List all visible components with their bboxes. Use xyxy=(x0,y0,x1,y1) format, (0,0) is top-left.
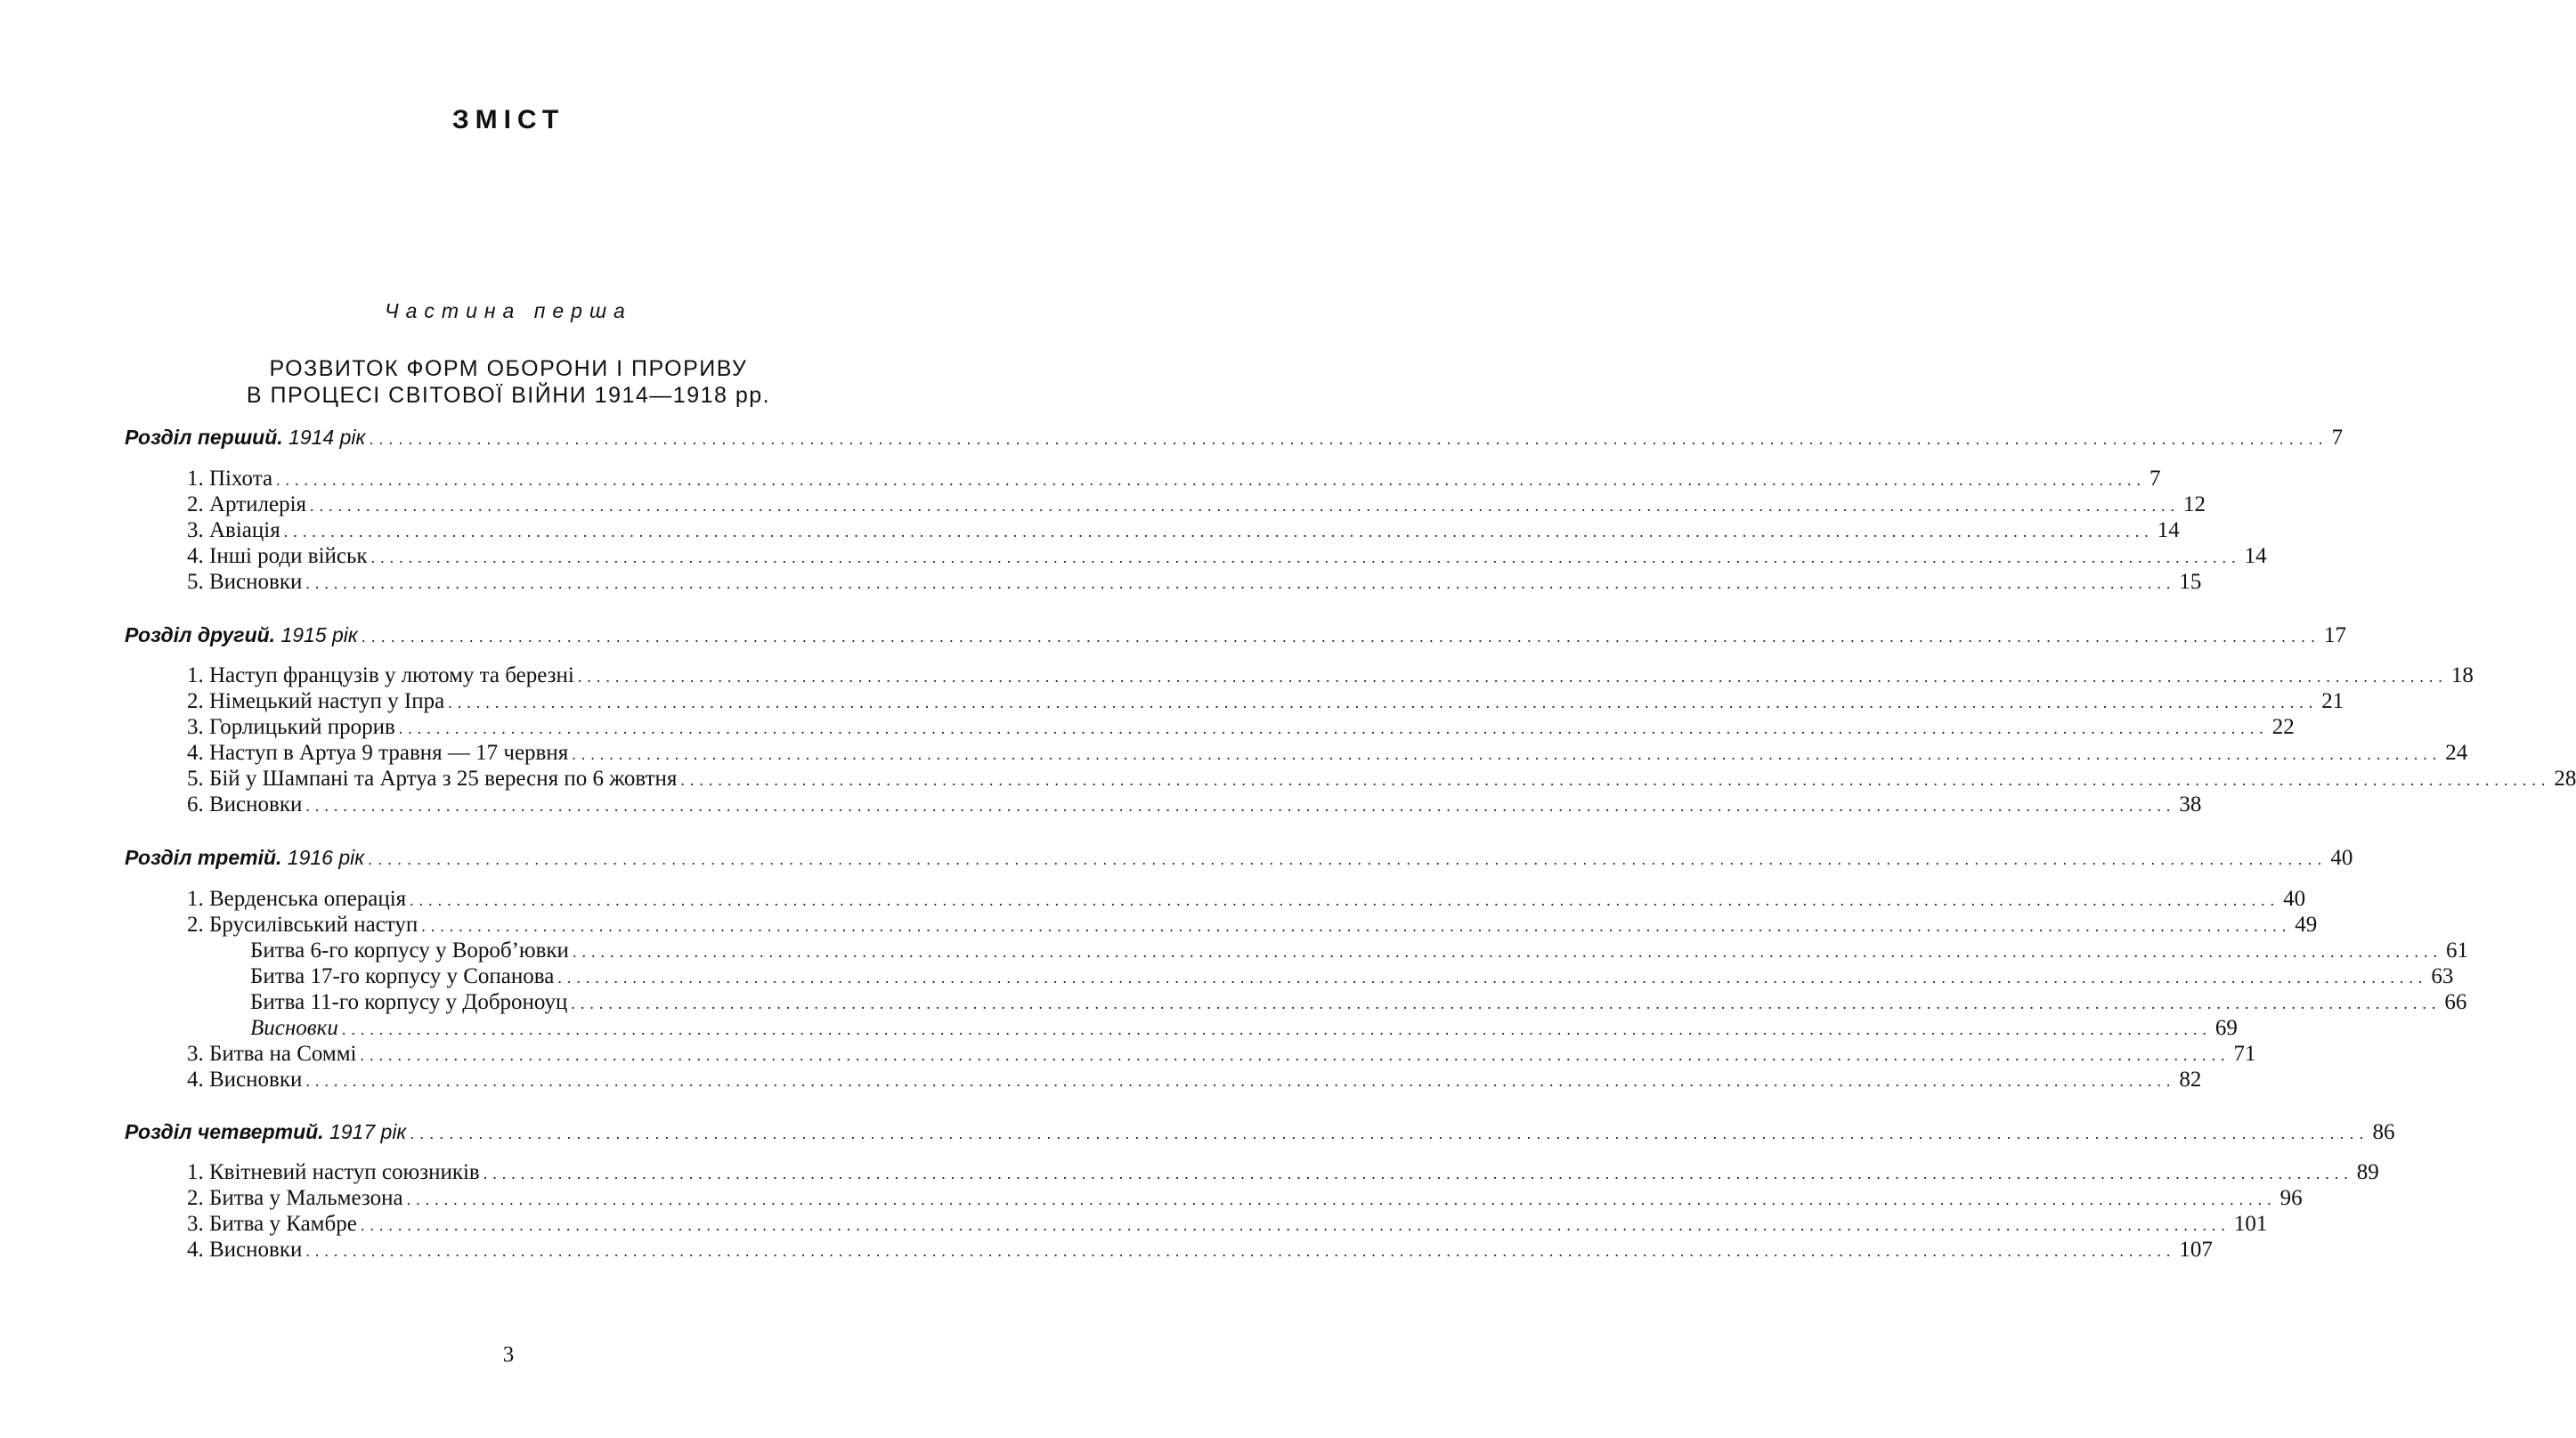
dot-leader: ........................................................................................................................................................................................................ xyxy=(360,1046,2231,1064)
toc-item-page: 24 xyxy=(2445,741,2468,765)
toc-chapter[interactable] xyxy=(125,846,2353,871)
toc-item-label: 3. Битва на Соммі xyxy=(187,1042,357,1066)
chapter-page: 40 xyxy=(2330,846,2353,870)
dot-leader: ........................................................................................................................................................................................................ xyxy=(410,1125,2369,1142)
toc-item-page: 15 xyxy=(2179,570,2202,594)
dot-leader: ........................................................................................................................................................................................................ xyxy=(572,943,2442,961)
toc-item-page: 21 xyxy=(2321,689,2344,713)
chapter-name: Розділ другий. xyxy=(125,623,276,646)
part-title-line-2: В ПРОЦЕСІ СВІТОВОЇ ВІЙНИ 1914—1918 рр. xyxy=(246,383,771,408)
part-title-line-1: РОЗВИТОК ФОРМ ОБОРОНИ І ПРОРИВУ xyxy=(269,356,748,381)
toc-item[interactable] xyxy=(187,1042,2256,1067)
toc-item[interactable] xyxy=(187,792,2202,817)
chapter-page: 7 xyxy=(2331,426,2344,450)
toc-item-page: 12 xyxy=(2183,492,2206,516)
toc-item[interactable] xyxy=(187,492,2206,517)
dot-leader: ........................................................................................................................................................................................................ xyxy=(398,719,2269,737)
chapter-page: 86 xyxy=(2372,1120,2395,1144)
toc-item[interactable] xyxy=(187,570,2202,595)
toc-item-page: 89 xyxy=(2356,1160,2379,1184)
toc-item-page: 40 xyxy=(2283,887,2306,911)
dot-leader: ........................................................................................................................................................................................................ xyxy=(341,1020,2212,1038)
toc-item-label: 5. Висновки xyxy=(187,570,303,594)
toc-item-page: 22 xyxy=(2271,715,2295,739)
toc-item[interactable] xyxy=(187,715,2295,740)
toc-chapter[interactable] xyxy=(125,623,2346,648)
dot-leader: ........................................................................................................................................................................................................ xyxy=(483,1165,2353,1182)
toc-item[interactable] xyxy=(187,767,2576,792)
dot-leader: ........................................................................................................................................................................................................ xyxy=(406,1190,2277,1208)
toc-item[interactable] xyxy=(187,1068,2202,1093)
chapter-name: Розділ третій. xyxy=(125,846,282,869)
toc-item[interactable] xyxy=(187,1238,2213,1263)
dot-leader: ........................................................................................................................................................................................................ xyxy=(305,574,2176,592)
dot-leader: ........................................................................................................................................................................................................ xyxy=(571,995,2442,1012)
toc-item-label: 5. Бій у Шампані та Артуа з 25 вересня по 6 жовтня xyxy=(187,767,678,791)
chapter-page: 17 xyxy=(2323,623,2346,647)
chapter-name: Розділ четвертий. xyxy=(125,1120,324,1143)
toc-item-label: Битва 6-го корпусу у Вороб’ювки xyxy=(250,938,569,963)
toc-item-label: 1. Наступ французів у лютому та березні xyxy=(187,663,574,687)
dot-leader: ........................................................................................................................................................................................................ xyxy=(305,797,2176,815)
toc-item-label: Висновки xyxy=(250,1016,338,1040)
dot-leader: ........................................................................................................................................................................................................ xyxy=(577,668,2448,686)
toc-item-label: 2. Битва у Мальмезона xyxy=(187,1186,403,1210)
toc-item-page: 18 xyxy=(2450,663,2474,687)
dot-leader: ........................................................................................................................................................................................................ xyxy=(361,628,2320,646)
toc-item[interactable] xyxy=(187,689,2344,714)
toc-item-page: 49 xyxy=(2295,913,2318,937)
dot-leader: ........................................................................................................................................................................................................ xyxy=(305,1242,2176,1260)
toc-item[interactable] xyxy=(187,518,2180,543)
toc-item[interactable] xyxy=(187,544,2267,569)
chapter-year: 1916 рік xyxy=(287,846,365,869)
chapter-name: Розділ перший. xyxy=(125,426,283,449)
toc-item-page: 38 xyxy=(2179,792,2202,816)
toc-item-label: 4. Висновки xyxy=(187,1238,303,1262)
toc-chapter[interactable] xyxy=(125,426,2344,451)
part-label: Частина перша xyxy=(385,299,632,322)
toc-item-page: 71 xyxy=(2233,1042,2256,1066)
toc-item-label: Битва 11-го корпусу у Доброноуц xyxy=(250,990,568,1014)
toc-item-label: 3. Авіація xyxy=(187,518,280,542)
dot-leader: ........................................................................................................................................................................................................ xyxy=(410,891,2280,909)
toc-item-page: 82 xyxy=(2179,1068,2202,1092)
dot-leader: ........................................................................................................................................................................................................ xyxy=(370,548,2241,566)
toc-item-page: 66 xyxy=(2444,990,2467,1014)
toc-item-page: 69 xyxy=(2214,1016,2238,1040)
page-title: ЗМІСТ xyxy=(451,105,565,134)
dot-leader: ........................................................................................................................................................................................................ xyxy=(283,523,2154,540)
toc-item-page: 28 xyxy=(2554,767,2576,791)
dot-leader: ........................................................................................................................................................................................................ xyxy=(369,430,2328,448)
dot-leader: ........................................................................................................................................................................................................ xyxy=(305,1072,2176,1090)
page-number: 3 xyxy=(502,1343,515,1367)
toc-subitem[interactable] xyxy=(250,1016,2238,1041)
toc-item-label: 2. Артилерія xyxy=(187,492,307,516)
toc-item[interactable] xyxy=(187,887,2306,912)
toc-subitem[interactable] xyxy=(250,938,2468,963)
toc-item-page: 101 xyxy=(2233,1212,2268,1236)
toc-item-label: 3. Битва у Камбре xyxy=(187,1212,357,1236)
chapter-year: 1917 рік xyxy=(329,1120,407,1143)
toc-item-label: 2. Німецький наступ у Іпра xyxy=(187,689,445,713)
toc-subitem[interactable] xyxy=(250,990,2467,1015)
toc-item[interactable] xyxy=(187,467,2161,492)
toc-item-label: 1. Піхота xyxy=(187,467,273,491)
dot-leader: ........................................................................................................................................................................................................ xyxy=(421,917,2292,935)
toc-item-page: 14 xyxy=(2157,518,2180,542)
chapter-year: 1914 рік xyxy=(288,426,366,449)
toc-subitem[interactable] xyxy=(250,964,2454,989)
dot-leader: ........................................................................................................................................................................................................ xyxy=(448,694,2319,711)
dot-leader: ........................................................................................................................................................................................................ xyxy=(276,471,2147,489)
toc-item-page: 14 xyxy=(2244,544,2267,568)
toc-item[interactable] xyxy=(187,1212,2268,1237)
toc-item-label: 1. Верденська операція xyxy=(187,887,407,911)
toc-item-page: 7 xyxy=(2149,467,2161,491)
toc-item-label: 2. Брусилівський наступ xyxy=(187,913,418,937)
dot-leader: ........................................................................................................................................................................................................ xyxy=(680,771,2551,789)
toc-item[interactable] xyxy=(187,741,2468,766)
toc-chapter[interactable] xyxy=(125,1120,2395,1145)
dot-leader: ........................................................................................................................................................................................................ xyxy=(360,1216,2231,1234)
toc-item-label: 1. Квітневий наступ союзників xyxy=(187,1160,480,1184)
toc-item-label: 6. Висновки xyxy=(187,792,303,816)
dot-leader: ........................................................................................................................................................................................................ xyxy=(557,969,2428,987)
toc-item-page: 107 xyxy=(2179,1238,2213,1262)
dot-leader: ........................................................................................................................................................................................................ xyxy=(572,745,2442,763)
toc-item-page: 61 xyxy=(2445,938,2468,963)
toc-item-label: Битва 17-го корпусу у Сопанова xyxy=(250,964,555,988)
dot-leader: ........................................................................................................................................................................................................ xyxy=(310,497,2181,515)
toc-item-page: 63 xyxy=(2431,964,2454,988)
toc-item[interactable] xyxy=(187,1160,2379,1185)
toc-item-page: 96 xyxy=(2279,1186,2303,1210)
toc-item-label: 4. Висновки xyxy=(187,1068,303,1092)
toc-item-label: 4. Наступ в Артуа 9 травня — 17 червня xyxy=(187,741,569,765)
chapter-year: 1915 рік xyxy=(280,623,358,646)
dot-leader: ........................................................................................................................................................................................................ xyxy=(368,850,2328,868)
toc-item[interactable] xyxy=(187,1186,2303,1211)
toc-item[interactable] xyxy=(187,913,2318,938)
toc-item-label: 3. Горлицький прорив xyxy=(187,715,395,739)
toc-item-label: 4. Інші роди військ xyxy=(187,544,368,568)
toc-item[interactable] xyxy=(187,663,2474,688)
